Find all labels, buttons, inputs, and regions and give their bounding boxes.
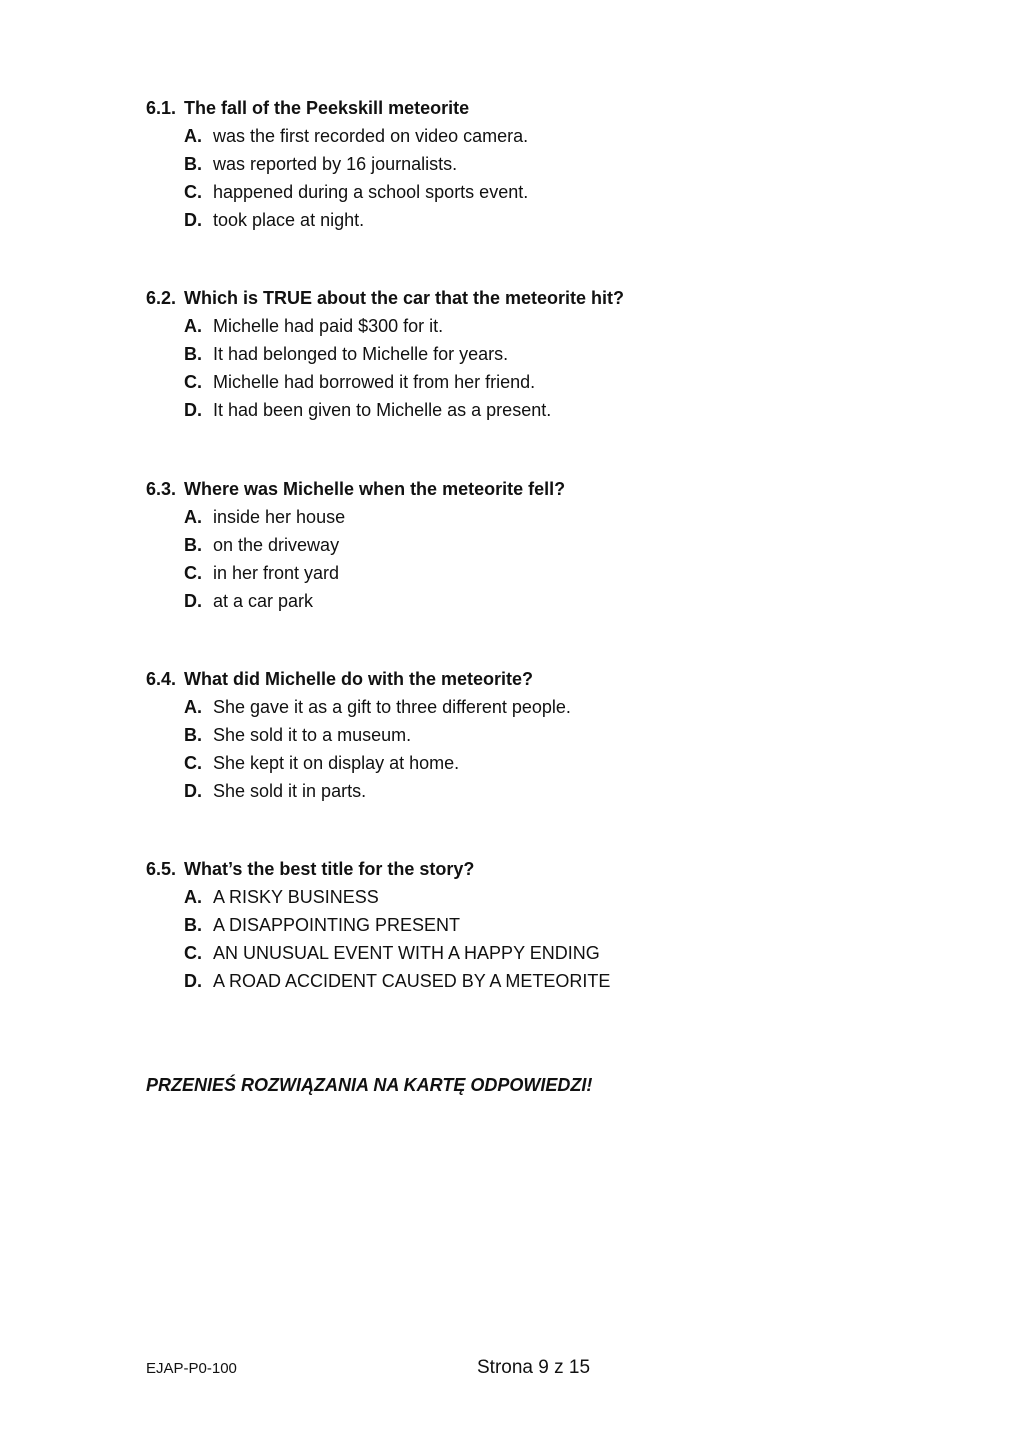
option-text: It had belonged to Michelle for years.	[213, 344, 509, 364]
question-heading	[146, 284, 906, 312]
option-d	[146, 777, 906, 805]
question-text: The fall of the Peekskill meteorite	[184, 98, 470, 118]
option-a	[146, 693, 906, 721]
option-c	[146, 749, 906, 777]
option-letter: A.	[184, 316, 202, 336]
question-heading	[146, 855, 906, 883]
question-6-4	[146, 665, 906, 805]
option-d	[146, 206, 906, 234]
option-text: Michelle had paid $300 for it.	[213, 316, 444, 336]
option-d	[146, 396, 906, 424]
option-a	[146, 122, 906, 150]
exam-code: EJAP-P0-100	[146, 1360, 237, 1377]
option-letter: D.	[184, 971, 202, 991]
option-b	[146, 531, 906, 559]
option-text: at a car park	[213, 591, 314, 611]
question-text: Where was Michelle when the meteorite fell?	[184, 479, 566, 499]
option-text: A DISAPPOINTING PRESENT	[213, 915, 461, 935]
option-letter: A.	[184, 507, 202, 527]
page-number: Strona 9 z 15	[477, 1357, 591, 1378]
option-letter: C.	[184, 182, 202, 202]
option-letter: C.	[184, 563, 202, 583]
question-6-5	[146, 855, 906, 995]
option-letter: D.	[184, 781, 202, 801]
option-text: happened during a school sports event.	[213, 182, 529, 202]
option-letter: D.	[184, 400, 202, 420]
option-d	[146, 967, 906, 995]
question-number: 6.2.	[146, 288, 177, 308]
question-6-2	[146, 284, 906, 424]
option-b	[146, 911, 906, 939]
question-number: 6.3.	[146, 479, 177, 499]
option-a	[146, 312, 906, 340]
question-heading	[146, 94, 906, 122]
option-c	[146, 178, 906, 206]
question-number: 6.4.	[146, 669, 177, 689]
option-letter: B.	[184, 725, 202, 745]
question-heading	[146, 665, 906, 693]
option-text: in her front yard	[213, 563, 340, 583]
option-letter: C.	[184, 372, 202, 392]
option-text: inside her house	[213, 507, 346, 527]
option-c	[146, 368, 906, 396]
option-d	[146, 587, 906, 615]
option-text: She gave it as a gift to three different people.	[213, 697, 571, 717]
question-heading	[146, 475, 906, 503]
option-letter: C.	[184, 753, 202, 773]
option-text: Michelle had borrowed it from her friend.	[213, 372, 536, 392]
option-text: She kept it on display at home.	[213, 753, 460, 773]
question-text: What’s the best title for the story?	[184, 859, 475, 879]
option-b	[146, 340, 906, 368]
option-text: She sold it to a museum.	[213, 725, 412, 745]
option-letter: B.	[184, 344, 202, 364]
option-c	[146, 939, 906, 967]
option-letter: C.	[184, 943, 202, 963]
option-letter: A.	[184, 887, 202, 907]
option-letter: B.	[184, 535, 202, 555]
option-text: was reported by 16 journalists.	[213, 154, 458, 174]
option-a	[146, 883, 906, 911]
option-letter: D.	[184, 591, 202, 611]
option-text: AN UNUSUAL EVENT WITH A HAPPY ENDING	[213, 943, 600, 963]
option-text: A ROAD ACCIDENT CAUSED BY A METEORITE	[213, 971, 611, 991]
question-6-1	[146, 94, 906, 234]
question-text: Which is TRUE about the car that the meteorite hit?	[184, 288, 625, 308]
option-text: It had been given to Michelle as a present.	[213, 400, 552, 420]
option-letter: D.	[184, 210, 202, 230]
option-text: She sold it in parts.	[213, 781, 367, 801]
option-b	[146, 721, 906, 749]
option-letter: A.	[184, 697, 202, 717]
question-text: What did Michelle do with the meteorite?	[184, 669, 534, 689]
option-c	[146, 559, 906, 587]
option-text: was the first recorded on video camera.	[213, 126, 529, 146]
option-text: on the driveway	[213, 535, 340, 555]
option-letter: A.	[184, 126, 202, 146]
option-text: took place at night.	[213, 210, 365, 230]
transfer-answers-instruction: PRZENIEŚ ROZWIĄZANIA NA KARTĘ ODPOWIEDZI!	[146, 1075, 593, 1095]
option-a	[146, 503, 906, 531]
option-letter: B.	[184, 915, 202, 935]
question-6-3	[146, 475, 906, 615]
option-text: A RISKY BUSINESS	[213, 887, 379, 907]
question-number: 6.1.	[146, 98, 177, 118]
question-number: 6.5.	[146, 859, 177, 879]
option-letter: B.	[184, 154, 202, 174]
option-b	[146, 150, 906, 178]
